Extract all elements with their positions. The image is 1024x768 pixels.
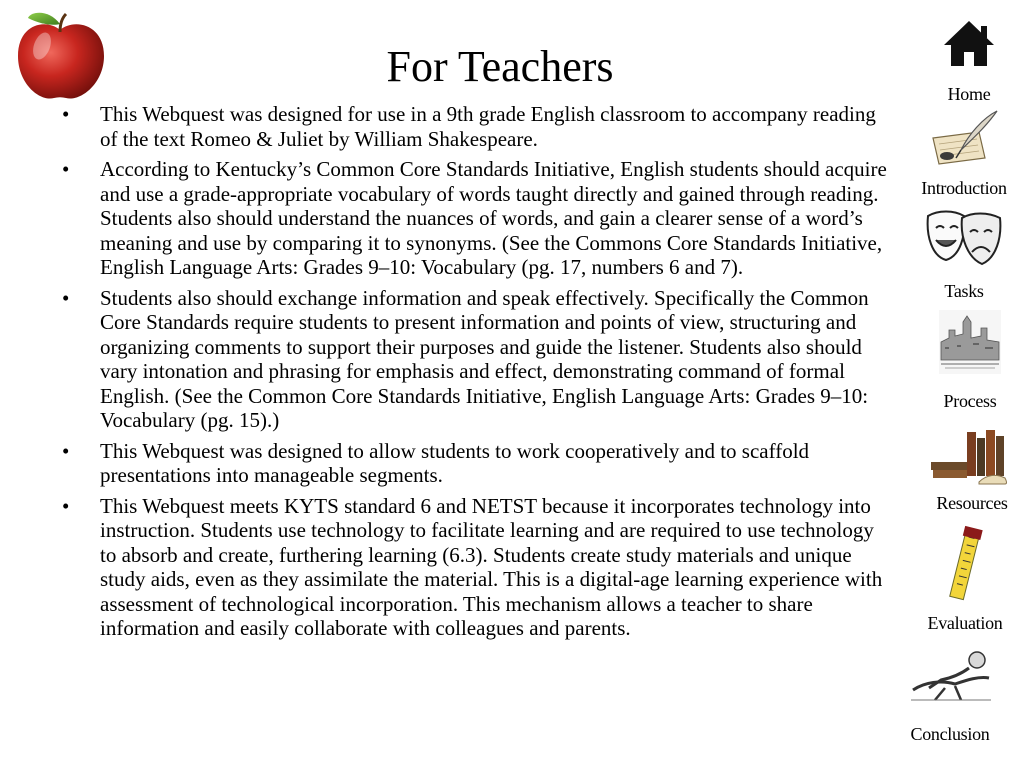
nav-home-label: Home [947,84,991,104]
reclining-figure-icon [905,644,995,706]
quill-pen-icon [927,108,1001,168]
nav-conclusion[interactable] [890,644,1010,744]
nav-resources[interactable] [912,424,1024,516]
home-icon [941,18,997,70]
books-icon [927,424,1017,486]
nav-process[interactable] [910,308,1024,412]
nav-home[interactable] [909,18,1024,108]
city-sketch-icon [937,308,1003,376]
list-item: • This Webquest was designed for use in a 9th grade English classroom to accompany reading of the text Romeo & Juliet by William Shakespeare. [60,102,890,151]
list-item: • This Webquest meets KYTS standard 6 and NETST because it incorporates technology into instruction. Students use technology to facilitate learning and are required to use technology to absorb and create, furthering learning (6.3). Students create study materials and unique study aids, even as they assimilate the material. This is a digital-age learning experience with assessment of technological incorporation. This mechanism allows a teacher to share information and easily collaborate with colleagues and parents. [60,494,890,641]
nav-introduction-label: Introduction [921,178,1007,198]
measuring-tape-icon [942,525,988,603]
list-item: • This Webquest was designed to allow students to work cooperatively and to scaffold presentations into manageable segments. [60,439,890,488]
teacher-notes-list [60,102,890,647]
list-item: • According to Kentucky’s Common Core Standards Initiative, English students should acquire and use a grade-appropriate vocabulary of words taught directly and gained through reading. Students also should understand the nuances of words, and gain a clearer sense of a word’s meaning and use by comparing it to synonyms. (See the Commons Core Standards Initiative, English Language Arts: Grades 9–10: Vocabulary (pg. 17, numbers 6 and 7). [60,157,890,280]
nav-resources-label: Resources [936,493,1008,513]
nav-tasks[interactable] [904,206,1024,302]
nav-evaluation-label: Evaluation [927,613,1003,633]
nav-process-label: Process [943,391,997,411]
list-item: • Students also should exchange information and speak effectively. Specifically the Common Core Standards require students to present information and points of view, structuring and organizing comments to support their purposes and guide the listener. Students also should vary intonation and phrasing for emphasis and effect, demonstrating command of formal English. (See the Common Core Standards Initiative, English Language Arts: Grades 9–10: Vocabulary (pg. 15).) [60,286,890,433]
apple-icon [10,4,110,104]
theater-masks-icon [924,206,1004,270]
nav-tasks-label: Tasks [944,281,984,301]
nav-conclusion-label: Conclusion [910,724,990,744]
page-title: For Teachers [386,42,614,91]
nav-evaluation[interactable] [905,525,1024,635]
nav-introduction[interactable] [904,108,1024,203]
